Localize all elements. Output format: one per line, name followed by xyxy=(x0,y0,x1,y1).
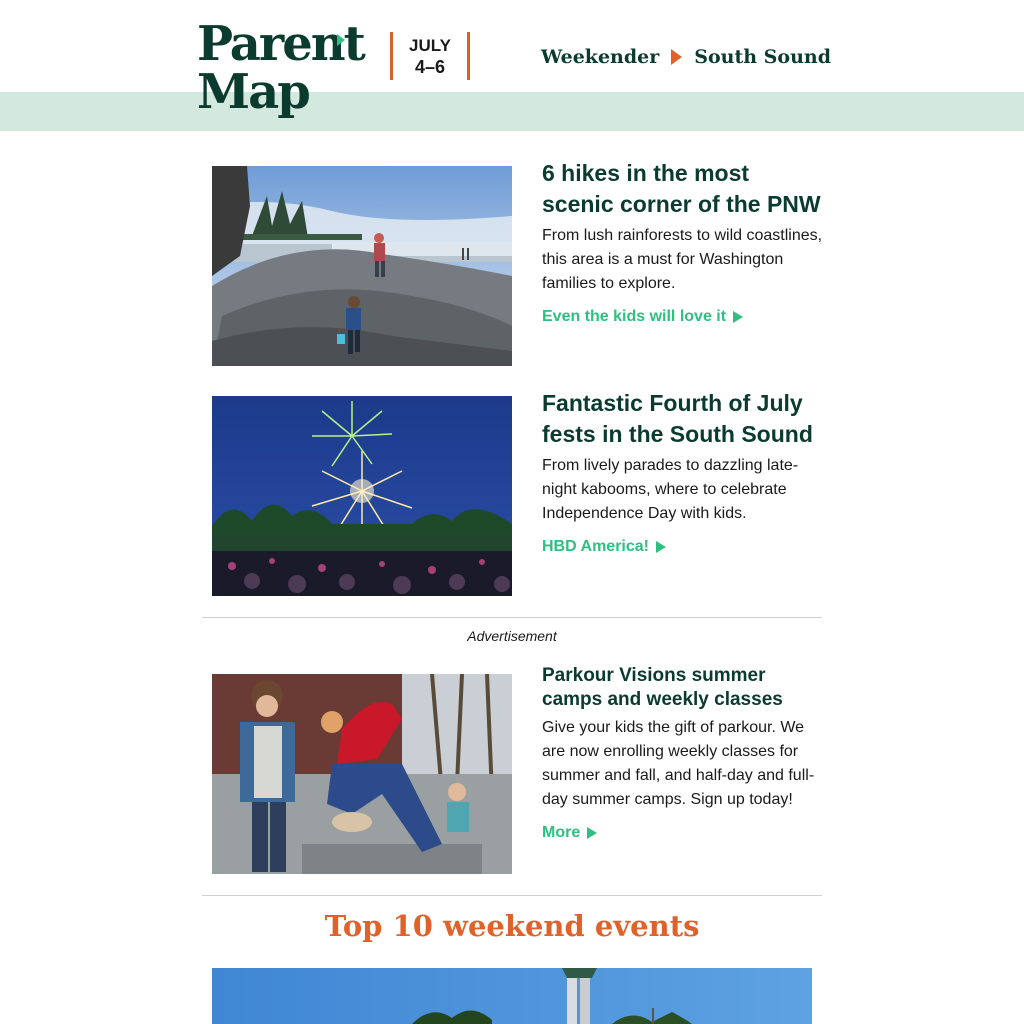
article-image-beach[interactable] xyxy=(212,166,512,366)
cta-label: HBD America! xyxy=(542,538,649,555)
article-description: From lush rainforests to wild coastlines, this area is a must for Washington families to explore. xyxy=(542,227,823,292)
triangle-right-icon xyxy=(733,311,743,323)
logo-line-1: Parent xyxy=(197,16,364,72)
ad-text xyxy=(542,664,827,844)
feature-photo xyxy=(212,968,812,1024)
article-text xyxy=(542,388,827,558)
ad-image-parkour[interactable] xyxy=(212,674,512,874)
cta-label: More xyxy=(542,824,581,841)
edition-primary: Weekender xyxy=(540,46,660,68)
parentmap-logo[interactable] xyxy=(197,16,364,120)
issue-date-month: JULY xyxy=(409,36,451,55)
article-title[interactable]: 6 hikes in the most scenic corner of the PNW xyxy=(542,160,821,217)
edition-label xyxy=(541,44,831,70)
logo-play-icon xyxy=(337,34,345,46)
triangle-right-icon xyxy=(656,541,666,553)
ad-title[interactable]: Parkour Visions summer camps and weekly classes xyxy=(542,665,783,710)
article-title[interactable]: Fantastic Fourth of July fests in the South Sound xyxy=(542,390,813,447)
article-cta-link[interactable] xyxy=(542,536,666,558)
fireworks-photo xyxy=(212,396,512,596)
triangle-right-icon xyxy=(671,49,682,65)
cta-label: Even the kids will love it xyxy=(542,308,727,325)
logo-line-2: Map xyxy=(197,64,309,120)
article-image-fireworks[interactable] xyxy=(212,396,512,596)
triangle-right-icon xyxy=(587,827,597,839)
parkour-photo xyxy=(212,674,512,874)
ad-description: Give your kids the gift of parkour. We are now enrolling weekly classes for summer and fall, and half-day and full-day summer camps. Sign up today! xyxy=(542,719,815,808)
issue-date-days: 4–6 xyxy=(414,57,446,77)
article-description: From lively parades to dazzling late-night kabooms, where to celebrate Independence Day with kids. xyxy=(542,457,799,522)
section-title: Top 10 weekend events xyxy=(324,909,700,943)
edition-region: South Sound xyxy=(694,46,831,68)
feature-image[interactable] xyxy=(212,968,812,1024)
divider xyxy=(202,617,822,618)
article-text xyxy=(542,158,827,328)
beach-photo xyxy=(212,166,512,366)
issue-date xyxy=(390,32,470,80)
article-cta-link[interactable] xyxy=(542,306,743,328)
ad-cta-link[interactable] xyxy=(542,822,597,844)
header-band xyxy=(0,92,1024,131)
divider xyxy=(202,895,822,896)
email-header xyxy=(0,0,1024,92)
advertisement-label: Advertisement xyxy=(467,628,557,644)
